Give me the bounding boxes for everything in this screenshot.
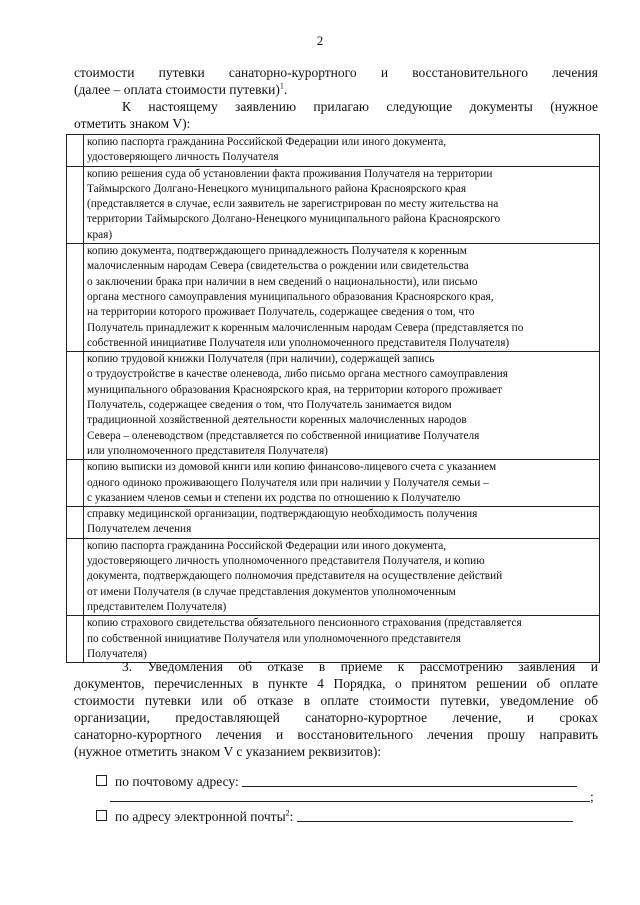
document-line: о трудоустройстве в качестве оленевода, либо письмо органа местного самоуправления bbox=[87, 368, 508, 381]
footnote-marker: 2 bbox=[285, 808, 290, 818]
email-checkbox[interactable] bbox=[96, 810, 107, 821]
email-colon: : bbox=[289, 809, 294, 824]
document-line: органа местного самоуправления муниципального образования Красноярского края, bbox=[87, 290, 494, 303]
document-line: Таймырского Долгано-Ненецкого муниципального района Красноярского края bbox=[87, 182, 467, 195]
document-checkbox-cell[interactable] bbox=[67, 616, 84, 663]
postal-label: по почтовому адресу: bbox=[115, 774, 239, 789]
document-checkbox-cell[interactable] bbox=[67, 538, 84, 615]
document-row bbox=[67, 135, 600, 167]
document-description bbox=[84, 460, 600, 507]
document-checkbox-cell[interactable] bbox=[67, 460, 84, 507]
notice-line: 3. Уведомления об отказе в приеме к рассмотрению заявления и bbox=[122, 659, 598, 674]
document-line: Получателем лечения bbox=[87, 523, 192, 536]
document-description bbox=[84, 352, 600, 460]
document-line: представителем Получателя) bbox=[87, 600, 227, 613]
document-line: с указанием членов семьи и степени их родства по отношению к Получателю bbox=[87, 491, 461, 504]
notice-line: (нужное отметить знаком V с указанием реквизитов): bbox=[74, 744, 382, 759]
document-row bbox=[67, 538, 600, 615]
document-line: Получатель, содержащее сведения о том, что Получатель занимается видом bbox=[87, 399, 452, 412]
intro-line bbox=[74, 81, 598, 98]
postal-checkbox[interactable] bbox=[96, 775, 107, 786]
document-row bbox=[67, 507, 600, 539]
document-line: Получателя) bbox=[87, 647, 147, 660]
document-line: удостоверяющего личность уполномоченного представителя Получателя, и копию bbox=[87, 555, 485, 568]
postal-address-field-line2[interactable] bbox=[110, 789, 590, 802]
document-row bbox=[67, 244, 600, 352]
intro-period: . bbox=[283, 82, 288, 97]
document-line: Получатель принадлежит к коренным малочисленным народам Севера (представляется по bbox=[87, 321, 524, 334]
document-line: документа, подтверждающего полномочия представителя на осуществление действий bbox=[87, 570, 503, 583]
intro-line: стоимости путевки санаторно-курортного и восстановительного лечения bbox=[74, 65, 598, 80]
document-line: или уполномоченного представителя Получателя) bbox=[87, 444, 328, 457]
document-line: на территории которого проживает Получатель, содержащее сведения о том, что bbox=[87, 306, 475, 319]
document-line: собственной инициативе Получателя или уполномоченного представителя Получателя) bbox=[87, 336, 510, 349]
document-line: муниципального образования Красноярского края, на территории которого проживает bbox=[87, 383, 503, 396]
document-checkbox-cell[interactable] bbox=[67, 507, 84, 539]
notice-line: санаторно-курортного лечения и восстановительного лечения прошу направить bbox=[74, 727, 598, 742]
document-line: удостоверяющего личность Получателя bbox=[87, 151, 279, 164]
document-line: копию решения суда об установлении факта проживания Получателя на территории bbox=[87, 167, 493, 180]
email-option bbox=[96, 808, 573, 825]
document-line: о заключении брака при наличии в нем сведений о национальности), или письмо bbox=[87, 275, 478, 288]
document-description bbox=[84, 507, 600, 539]
document-line: от имени Получателя (в случае представления документов уполномоченным bbox=[87, 585, 456, 598]
document-line: (представляется в случае, если заявитель не зарегистрирован по месту жительства на bbox=[87, 198, 499, 211]
notice-line: стоимости путевки или об отказе в оплате стоимости путевки, уведомление об bbox=[74, 693, 598, 708]
postal-end: ; bbox=[590, 789, 594, 804]
postal-address-field[interactable] bbox=[242, 774, 577, 787]
document-checkbox-cell[interactable] bbox=[67, 135, 84, 167]
document-line: Севера – оленеводством (представляется по собственной инициативе Получателя bbox=[87, 429, 480, 442]
document-line: копию паспорта гражданина Российской Федерации или иного документа, bbox=[87, 136, 447, 148]
documents-intro bbox=[74, 98, 598, 132]
document-description bbox=[84, 616, 600, 663]
documents-intro-line: отметить знаком V): bbox=[74, 116, 191, 131]
intro-paragraph bbox=[74, 64, 598, 98]
document-line: копию документа, подтверждающего принадлежность Получателя к коренным bbox=[87, 245, 467, 258]
document-line: копию страхового свидетельства обязательного пенсионного страхования (представляется bbox=[87, 617, 522, 630]
document-line: копию паспорта гражданина Российской Федерации или иного документа, bbox=[87, 539, 447, 552]
document-line: копию выписки из домовой книги или копию финансово-лицевого счета с указанием bbox=[87, 461, 497, 474]
document-line: справку медицинской организации, подтверждающую необходимость получения bbox=[87, 508, 478, 521]
document-line: малочисленным народам Севера (свидетельства о рождении или свидетельства bbox=[87, 260, 469, 273]
footnote-marker: 1 bbox=[279, 81, 284, 91]
document-line: одного одиноко проживающего Получателя или при наличии у Получателя семьи – bbox=[87, 476, 489, 489]
postal-option-continuation bbox=[110, 788, 594, 805]
document-line: территории Таймырского Долгано-Ненецкого муниципального района Красноярского bbox=[87, 213, 501, 226]
document-description bbox=[84, 244, 600, 352]
documents-table bbox=[66, 134, 600, 663]
document-row bbox=[67, 460, 600, 507]
document-row bbox=[67, 616, 600, 663]
document-description bbox=[84, 135, 600, 167]
document-description bbox=[84, 166, 600, 243]
email-label: по адресу электронной почты bbox=[115, 809, 286, 824]
document-line: по собственной инициативе Получателя или уполномоченного представителя bbox=[87, 632, 461, 645]
notice-line: организации, предоставляющей санаторно-курортное лечение, и сроках bbox=[74, 710, 598, 725]
document-checkbox-cell[interactable] bbox=[67, 166, 84, 243]
notice-line: документов, перечисленных в пункте 4 Порядка, о принятом решении об оплате bbox=[74, 676, 598, 691]
page-number: 2 bbox=[316, 33, 324, 48]
email-address-field[interactable] bbox=[297, 809, 573, 822]
document-row bbox=[67, 166, 600, 243]
notice-paragraph bbox=[74, 658, 598, 760]
documents-intro-line: К настоящему заявлению прилагаю следующие документы (нужное bbox=[122, 99, 598, 114]
document-checkbox-cell[interactable] bbox=[67, 352, 84, 460]
document-line: копию трудовой книжки Получателя (при наличии), содержащей запись bbox=[87, 353, 435, 366]
document-line: традиционной хозяйственной деятельности коренных малочисленных народов bbox=[87, 414, 467, 427]
document-checkbox-cell[interactable] bbox=[67, 244, 84, 352]
document-description bbox=[84, 538, 600, 615]
intro-line-text: (далее – оплата стоимости путевки) bbox=[74, 82, 280, 97]
document-line: края) bbox=[87, 228, 113, 241]
document-row bbox=[67, 352, 600, 460]
